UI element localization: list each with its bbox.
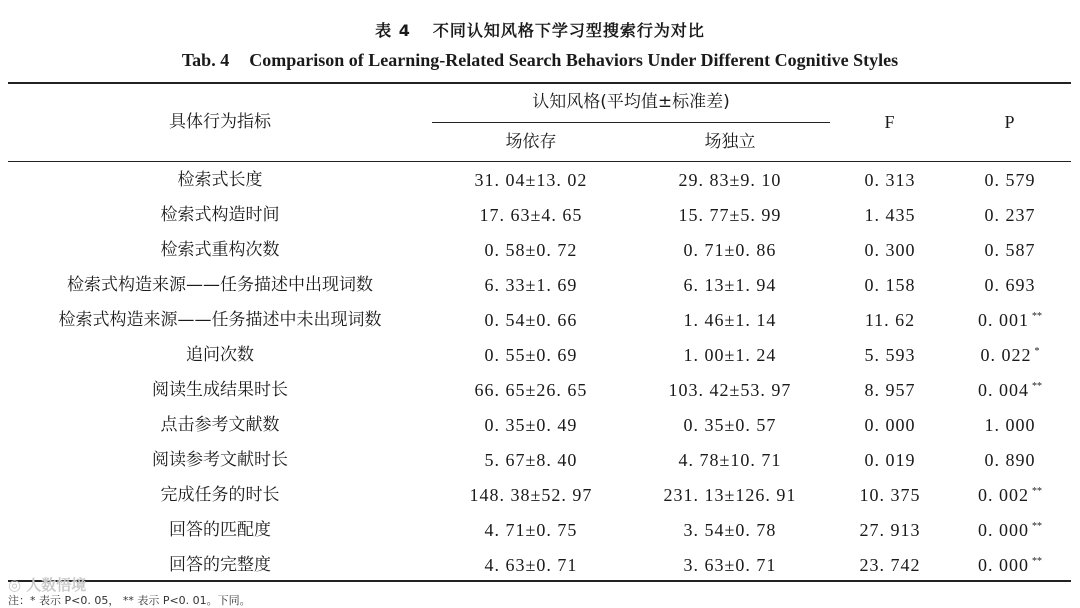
cell-f bbox=[840, 205, 940, 225]
cell-metric bbox=[8, 380, 432, 400]
cell-field-dependent bbox=[432, 345, 630, 365]
cell-field-independent bbox=[630, 170, 830, 190]
header-col-field-independent: 场独立 bbox=[704, 132, 756, 152]
cell-field-independent bbox=[630, 380, 830, 400]
cell-metric bbox=[8, 520, 432, 540]
cell-field-independent bbox=[630, 450, 830, 470]
cell-f-text: 0. 313 bbox=[864, 170, 916, 190]
cell-field-independent bbox=[630, 205, 830, 225]
cell-f-text: 11. 62 bbox=[864, 310, 916, 330]
significance-mark: ** bbox=[1032, 521, 1042, 532]
cell-f-text: 8. 957 bbox=[864, 380, 916, 400]
cell-field-independent-text: 103. 42±53. 97 bbox=[668, 380, 792, 400]
cell-field-independent bbox=[630, 485, 830, 505]
cell-field-dependent-text: 17. 63±4. 65 bbox=[479, 205, 583, 225]
cell-p bbox=[960, 240, 1060, 260]
table-number-cn: 表 4 bbox=[375, 21, 411, 40]
cell-f-text: 10. 375 bbox=[859, 485, 921, 505]
cell-p bbox=[960, 380, 1060, 404]
cell-field-dependent-text: 6. 33±1. 69 bbox=[484, 275, 578, 295]
cell-field-independent-text: 4. 78±10. 71 bbox=[678, 450, 782, 470]
cell-f bbox=[840, 240, 940, 260]
cell-p bbox=[960, 310, 1060, 334]
cell-metric bbox=[8, 555, 432, 575]
cell-metric-text: 追问次数 bbox=[186, 345, 254, 365]
significance-mark: ** bbox=[1032, 311, 1042, 322]
cell-field-independent bbox=[630, 275, 830, 295]
cell-f bbox=[840, 170, 940, 190]
table-note: 注：* 表示 P<0. 05， ** 表示 P<0. 01。下同。 bbox=[8, 594, 251, 607]
cell-metric-text: 检索式重构次数 bbox=[160, 240, 280, 260]
cell-field-dependent-text: 0. 35±0. 49 bbox=[484, 415, 578, 435]
cell-p bbox=[960, 345, 1060, 369]
header-metric: 具体行为指标 bbox=[169, 112, 271, 132]
cell-field-dependent bbox=[432, 380, 630, 400]
cell-f bbox=[840, 415, 940, 435]
table-title-english bbox=[0, 50, 1080, 71]
cell-p bbox=[960, 415, 1060, 435]
cell-f-text: 5. 593 bbox=[864, 345, 916, 365]
header-bottom-rule bbox=[8, 161, 1071, 162]
cell-metric bbox=[8, 240, 432, 260]
cell-f bbox=[840, 275, 940, 295]
cell-field-dependent-text: 31. 04±13. 02 bbox=[474, 170, 588, 190]
table-bottom-rule bbox=[8, 580, 1071, 582]
cell-field-dependent-text: 148. 38±52. 97 bbox=[469, 485, 593, 505]
cell-field-dependent bbox=[432, 415, 630, 435]
header-group-rule bbox=[432, 122, 830, 123]
cell-field-dependent bbox=[432, 450, 630, 470]
cell-field-dependent bbox=[432, 205, 630, 225]
cell-field-dependent bbox=[432, 485, 630, 505]
cell-p-text: 0. 000 bbox=[978, 555, 1029, 575]
cell-field-dependent-text: 4. 63±0. 71 bbox=[484, 555, 578, 575]
cell-metric-text: 阅读参考文献时长 bbox=[152, 450, 288, 470]
cell-p-text: 0. 693 bbox=[984, 275, 1036, 295]
cell-field-independent-text: 1. 46±1. 14 bbox=[683, 310, 777, 330]
cell-field-independent-text: 3. 63±0. 71 bbox=[683, 555, 777, 575]
cell-f bbox=[840, 520, 940, 540]
cell-p-text: 0. 000 bbox=[978, 520, 1029, 540]
header-col-field-dependent: 场依存 bbox=[505, 132, 557, 152]
cell-f-text: 23. 742 bbox=[859, 555, 921, 575]
significance-mark: * bbox=[1034, 346, 1040, 357]
cell-field-dependent-text: 4. 71±0. 75 bbox=[484, 520, 578, 540]
cell-metric bbox=[8, 415, 432, 435]
cell-p-text: 0. 001 bbox=[978, 310, 1029, 330]
table-top-rule bbox=[8, 82, 1071, 84]
cell-field-independent-text: 6. 13±1. 94 bbox=[683, 275, 777, 295]
cell-p-text: 0. 237 bbox=[984, 205, 1036, 225]
cell-metric-text: 检索式构造时间 bbox=[160, 205, 280, 225]
cell-field-dependent bbox=[432, 520, 630, 540]
cell-metric bbox=[8, 310, 432, 330]
table-title-chinese bbox=[0, 18, 1080, 41]
cell-p bbox=[960, 275, 1060, 295]
cell-f-text: 0. 019 bbox=[864, 450, 916, 470]
cell-field-independent-text: 3. 54±0. 78 bbox=[683, 520, 777, 540]
cell-field-independent bbox=[630, 240, 830, 260]
cell-f-text: 1. 435 bbox=[864, 205, 916, 225]
cell-field-independent-text: 15. 77±5. 99 bbox=[678, 205, 782, 225]
cell-field-dependent-text: 0. 55±0. 69 bbox=[484, 345, 578, 365]
cell-field-dependent bbox=[432, 240, 630, 260]
cell-p-text: 0. 004 bbox=[978, 380, 1029, 400]
cell-p-text: 1. 000 bbox=[984, 415, 1036, 435]
cell-f bbox=[840, 345, 940, 365]
table-title-en-text: Comparison of Learning-Related Search Behaviors Under Different Cognitive Styles bbox=[249, 50, 899, 70]
cell-p-text: 0. 579 bbox=[984, 170, 1036, 190]
cell-field-independent-text: 231. 13±126. 91 bbox=[663, 485, 797, 505]
cell-p-text: 0. 022 bbox=[980, 345, 1032, 365]
cell-metric bbox=[8, 205, 432, 225]
cell-f-text: 27. 913 bbox=[859, 520, 921, 540]
header-p: P bbox=[1004, 112, 1016, 132]
cell-metric-text: 检索式构造来源——任务描述中未出现词数 bbox=[58, 310, 382, 330]
cell-metric-text: 检索式构造来源——任务描述中出现词数 bbox=[67, 275, 373, 295]
cell-field-dependent-text: 0. 58±0. 72 bbox=[484, 240, 578, 260]
cell-field-independent bbox=[630, 415, 830, 435]
cell-field-independent bbox=[630, 555, 830, 575]
cell-p bbox=[960, 520, 1060, 544]
cell-p bbox=[960, 555, 1060, 579]
header-f: F bbox=[884, 112, 896, 132]
cell-field-independent bbox=[630, 345, 830, 365]
cell-field-dependent bbox=[432, 555, 630, 575]
significance-mark: ** bbox=[1032, 381, 1042, 392]
cell-metric bbox=[8, 450, 432, 470]
cell-field-independent-text: 0. 71±0. 86 bbox=[683, 240, 777, 260]
cell-metric bbox=[8, 275, 432, 295]
significance-mark: ** bbox=[1032, 486, 1042, 497]
table-title-cn-text: 不同认知风格下学习型搜索行为对比 bbox=[432, 21, 705, 40]
cell-metric-text: 完成任务的时长 bbox=[160, 485, 280, 505]
watermark: ◎ 人数悟境 bbox=[8, 576, 87, 594]
cell-p-text: 0. 002 bbox=[978, 485, 1029, 505]
cell-metric-text: 回答的匹配度 bbox=[169, 520, 271, 540]
cell-p bbox=[960, 485, 1060, 509]
header-group: 认知风格(平均值±标准差) bbox=[532, 92, 730, 112]
cell-metric-text: 点击参考文献数 bbox=[160, 415, 280, 435]
significance-mark: ** bbox=[1032, 556, 1042, 567]
cell-p-text: 0. 890 bbox=[984, 450, 1036, 470]
cell-field-independent bbox=[630, 310, 830, 330]
cell-field-dependent-text: 66. 65±26. 65 bbox=[474, 380, 588, 400]
cell-field-independent-text: 29. 83±9. 10 bbox=[678, 170, 782, 190]
table-number-en: Tab. 4 bbox=[181, 50, 230, 70]
cell-field-independent-text: 0. 35±0. 57 bbox=[683, 415, 777, 435]
cell-f-text: 0. 300 bbox=[864, 240, 916, 260]
cell-f bbox=[840, 310, 940, 330]
cell-p-text: 0. 587 bbox=[984, 240, 1036, 260]
cell-metric bbox=[8, 485, 432, 505]
cell-metric-text: 阅读生成结果时长 bbox=[152, 380, 288, 400]
cell-p bbox=[960, 170, 1060, 190]
cell-field-dependent bbox=[432, 310, 630, 330]
cell-f bbox=[840, 555, 940, 575]
cell-metric bbox=[8, 345, 432, 365]
cell-f bbox=[840, 485, 940, 505]
cell-p bbox=[960, 450, 1060, 470]
cell-field-dependent bbox=[432, 170, 630, 190]
cell-field-independent bbox=[630, 520, 830, 540]
cell-metric bbox=[8, 170, 432, 190]
cell-f-text: 0. 000 bbox=[864, 415, 916, 435]
cell-metric-text: 回答的完整度 bbox=[169, 555, 271, 575]
cell-p bbox=[960, 205, 1060, 225]
cell-f-text: 0. 158 bbox=[864, 275, 916, 295]
cell-field-independent-text: 1. 00±1. 24 bbox=[683, 345, 777, 365]
cell-field-dependent-text: 0. 54±0. 66 bbox=[484, 310, 578, 330]
cell-metric-text: 检索式长度 bbox=[177, 170, 263, 190]
cell-f bbox=[840, 380, 940, 400]
cell-field-dependent-text: 5. 67±8. 40 bbox=[484, 450, 578, 470]
cell-field-dependent bbox=[432, 275, 630, 295]
cell-f bbox=[840, 450, 940, 470]
